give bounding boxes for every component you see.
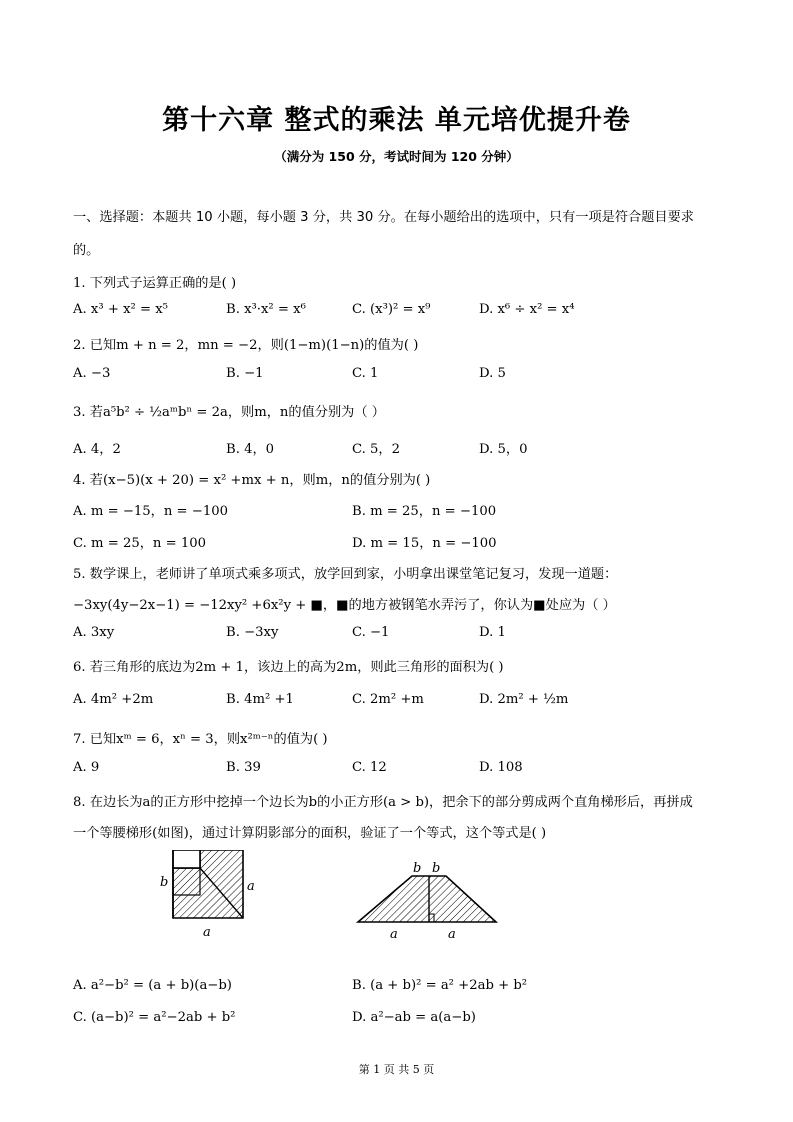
question-1-stem: 1. 下列式子运算正确的是( ) bbox=[73, 276, 237, 291]
question-6-option-d: D. 2m² + ½m bbox=[479, 692, 569, 707]
trapezoid-label-b-right: b bbox=[432, 861, 441, 876]
question-7-option-d: D. 108 bbox=[479, 760, 523, 775]
question-3-option-d: D. 5，0 bbox=[479, 442, 528, 457]
question-1-option-c: C. (x³)² = x⁹ bbox=[352, 302, 431, 317]
page-title: 第十六章 整式的乘法 单元培优提升卷 bbox=[162, 105, 631, 136]
question-8-stem-line2: 一个等腰梯形(如图)，通过计算阴影部分的面积，验证了一个等式，这个等式是( ) bbox=[73, 826, 547, 841]
square-label-a-right: a bbox=[247, 879, 255, 894]
question-7-option-a: A. 9 bbox=[73, 760, 100, 775]
question-5-option-d: D. 1 bbox=[479, 625, 506, 640]
figure-trapezoid bbox=[350, 858, 500, 943]
question-1-option-d: D. x⁶ ÷ x² = x⁴ bbox=[479, 302, 575, 317]
question-7-option-c: C. 12 bbox=[352, 760, 387, 775]
question-5-option-a: A. 3xy bbox=[73, 625, 115, 640]
question-4-option-c: C. m = 25，n = 100 bbox=[73, 536, 207, 551]
question-8-option-a: A. a²−b² = (a + b)(a−b) bbox=[73, 978, 232, 993]
question-5-option-b: B. −3xy bbox=[226, 625, 279, 640]
trapezoid-shaded bbox=[358, 876, 496, 922]
question-4-option-d: D. m = 15，n = −100 bbox=[352, 536, 497, 551]
square-label-b-top bbox=[180, 850, 188, 851]
question-6-option-c: C. 2m² +m bbox=[352, 692, 424, 707]
question-5-stem-line2: −3xy(4y−2x−1) = −12xy² +6x²y + ■，■的地方被钢笔水弄污了，你认为■处应为（ ） bbox=[73, 598, 616, 613]
removed-square bbox=[173, 850, 200, 868]
question-6-option-a: A. 4m² +2m bbox=[73, 692, 154, 707]
question-3-option-b: B. 4，0 bbox=[226, 442, 275, 457]
question-6-option-b: B. 4m² +1 bbox=[226, 692, 294, 707]
question-8-option-c: C. (a−b)² = a²−2ab + b² bbox=[73, 1010, 236, 1025]
question-2-option-a: A. −3 bbox=[73, 366, 111, 381]
figure-square bbox=[155, 850, 265, 945]
question-2-option-b: B. −1 bbox=[226, 366, 264, 381]
trapezoid-label-a-left: a bbox=[390, 927, 398, 942]
trapezoid-label-b-left: b bbox=[413, 861, 422, 876]
question-4-stem: 4. 若(x−5)(x + 20) = x² +mx + n，则m，n的值分别为( ) bbox=[73, 473, 431, 488]
question-5-stem: 5. 数学课上，老师讲了单项式乘多项式，放学回到家，小明拿出课堂笔记复习，发现一道题： bbox=[73, 567, 618, 582]
question-8-option-b: B. (a + b)² = a² +2ab + b² bbox=[352, 978, 528, 993]
question-4-option-a: A. m = −15，n = −100 bbox=[73, 504, 229, 519]
question-4-option-b: B. m = 25，n = −100 bbox=[352, 504, 497, 519]
question-6-stem: 6. 若三角形的底边为2m + 1，该边上的高为2m，则此三角形的面积为( ) bbox=[73, 660, 504, 675]
question-2-option-d: D. 5 bbox=[479, 366, 506, 381]
question-2-option-c: C. 1 bbox=[352, 366, 379, 381]
square-label-b-left: b bbox=[160, 875, 169, 890]
page-subtitle: （满分为 150 分，考试时间为 120 分钟） bbox=[274, 149, 519, 164]
question-1-option-a: A. x³ + x² = x⁵ bbox=[73, 302, 168, 317]
question-1-option-b: B. x³·x² = x⁶ bbox=[226, 302, 306, 317]
question-3-option-c: C. 5，2 bbox=[352, 442, 400, 457]
question-7-stem: 7. 已知xᵐ = 6，xⁿ = 3，则x²ᵐ⁻ⁿ的值为( ) bbox=[73, 732, 328, 747]
question-3-option-a: A. 4，2 bbox=[73, 442, 121, 457]
square-label-a-bottom: a bbox=[203, 925, 211, 940]
question-8-stem: 8. 在边长为a的正方形中挖掉一个边长为b的小正方形(a > b)，把余下的部分剪成两个直角梯形后，再拼成 bbox=[73, 795, 693, 810]
question-2-stem: 2. 已知m + n = 2，mn = −2，则(1−m)(1−n)的值为( ) bbox=[73, 338, 419, 353]
question-5-option-c: C. −1 bbox=[352, 625, 390, 640]
question-7-option-b: B. 39 bbox=[226, 760, 261, 775]
section-heading-line1: 一、选择题：本题共 10 小题，每小题 3 分，共 30 分。在每小题给出的选项中，只有一项是符合题目要求 bbox=[73, 210, 694, 225]
question-8-option-d: D. a²−ab = a(a−b) bbox=[352, 1010, 476, 1025]
page-footer: 第 1 页 共 5 页 bbox=[358, 1063, 435, 1076]
trapezoid-label-a-right: a bbox=[448, 927, 456, 942]
question-3-stem: 3. 若a⁵b² ÷ ½aᵐbⁿ = 2a，则m，n的值分别为（ ） bbox=[73, 405, 385, 420]
section-heading-line2: 的。 bbox=[73, 243, 100, 258]
